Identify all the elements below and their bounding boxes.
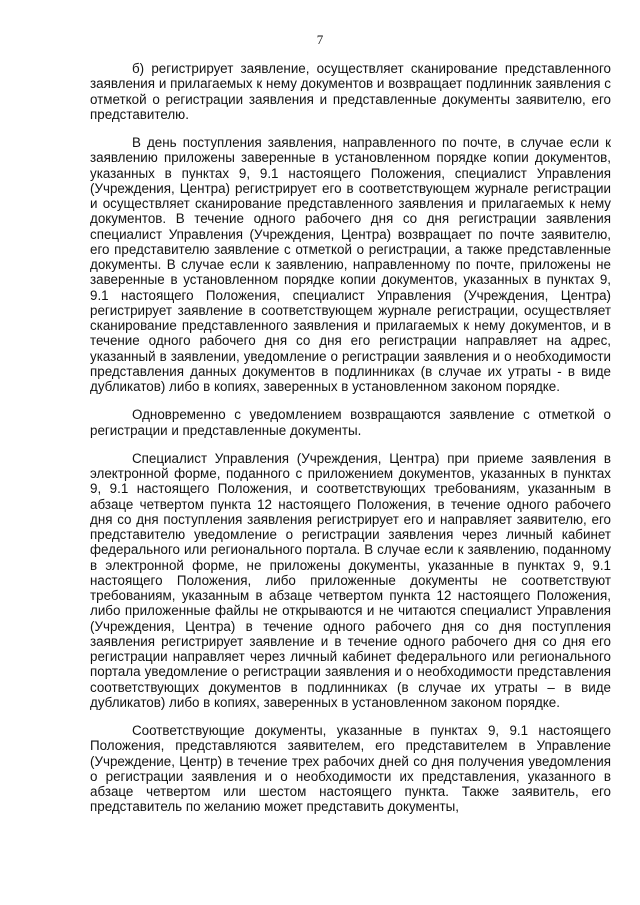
paragraph-item-b-registration: б) регистрирует заявление, осуществляет сканирование представленного заявления и прилагаемых к нему документов и возвращает подлинник заявления с отметкой о регистрации заявления и представленные документы заявителю, его представителю. (90, 61, 611, 122)
document-body (90, 61, 611, 815)
paragraph-simultaneous-return: Одновременно с уведомлением возвращаются заявление с отметкой о регистрации и представленные документы. (90, 407, 611, 438)
paragraph-postal-application: В день поступления заявления, направленного по почте, в случае если к заявлению приложены заверенные в установленном порядке копии документов, указанных в пунктах 9, 9.1 настоящего Положения, специалист Управления (Учреждения, Центра) регистрирует его в соответствующем журнале регистрации и осуществляет сканирование представленного заявления и прилагаемых к нему документов. В течение одного рабочего дня со дня регистрации заявления специалист Управления (Учреждения, Центра) возвращает по почте заявителю, его представителю заявление с отметкой о регистрации, а также представленные документы. В случае если к заявлению, направленному по почте, приложены не заверенные в установленном порядке копии документов, указанных в пунктах 9, 9.1 настоящего Положения, специалист Управления (Учреждения, Центра) регистрирует заявление в соответствующем журнале регистрации, осуществляет сканирование представленного заявления и прилагаемых к нему документов, и в течение одного рабочего дня со дня его регистрации направляет на адрес, указанный в заявлении, уведомление о регистрации заявления и о необходимости представления данных документов в подлинниках (в случае их утраты - в виде дубликатов) либо в копиях, заверенных в установленном законом порядке. (90, 135, 611, 394)
paragraph-documents-submission: Соответствующие документы, указанные в пунктах 9, 9.1 настоящего Положения, представляются заявителем, его представителем в Управление (Учреждение, Центр) в течение трех рабочих дней со дня получения уведомления о регистрации заявления и о необходимости их представления, указанного в абзаце четвертом или шестом настоящего пункта. Также заявитель, его представитель по желанию может представить документы, (90, 723, 611, 815)
page-number: 7 (316, 32, 324, 47)
paragraph-electronic-application: Специалист Управления (Учреждения, Центра) при приеме заявления в электронной форме, поданного с приложением документов, указанных в пунктах 9, 9.1 настоящего Положения, и соответствующих требованиям, указанным в абзаце четвертом пункта 12 настоящего Положения, в течение одного рабочего дня со дня поступления заявления регистрирует его и направляет заявителю, его представителю уведомление о регистрации заявления через личный кабинет федерального или регионального портала. В случае если к заявлению, поданному в электронной форме, не приложены документы, указанные в пунктах 9, 9.1 настоящего Положения, либо приложенные документы не соответствуют требованиям, указанным в абзаце четвертом пункта 12 настоящего Положения, либо приложенные файлы не открываются и не читаются специалист Управления (Учреждения, Центра) в течение одного рабочего дня со дня поступления заявления регистрирует заявление и в течение одного рабочего дня со дня его регистрации направляет через личный кабинет федерального или регионального портала уведомление о регистрации заявления и о необходимости представления соответствующих документов в подлинниках (в случае их утраты – в виде дубликатов) либо в копиях, заверенных в установленном законом порядке. (90, 450, 611, 710)
